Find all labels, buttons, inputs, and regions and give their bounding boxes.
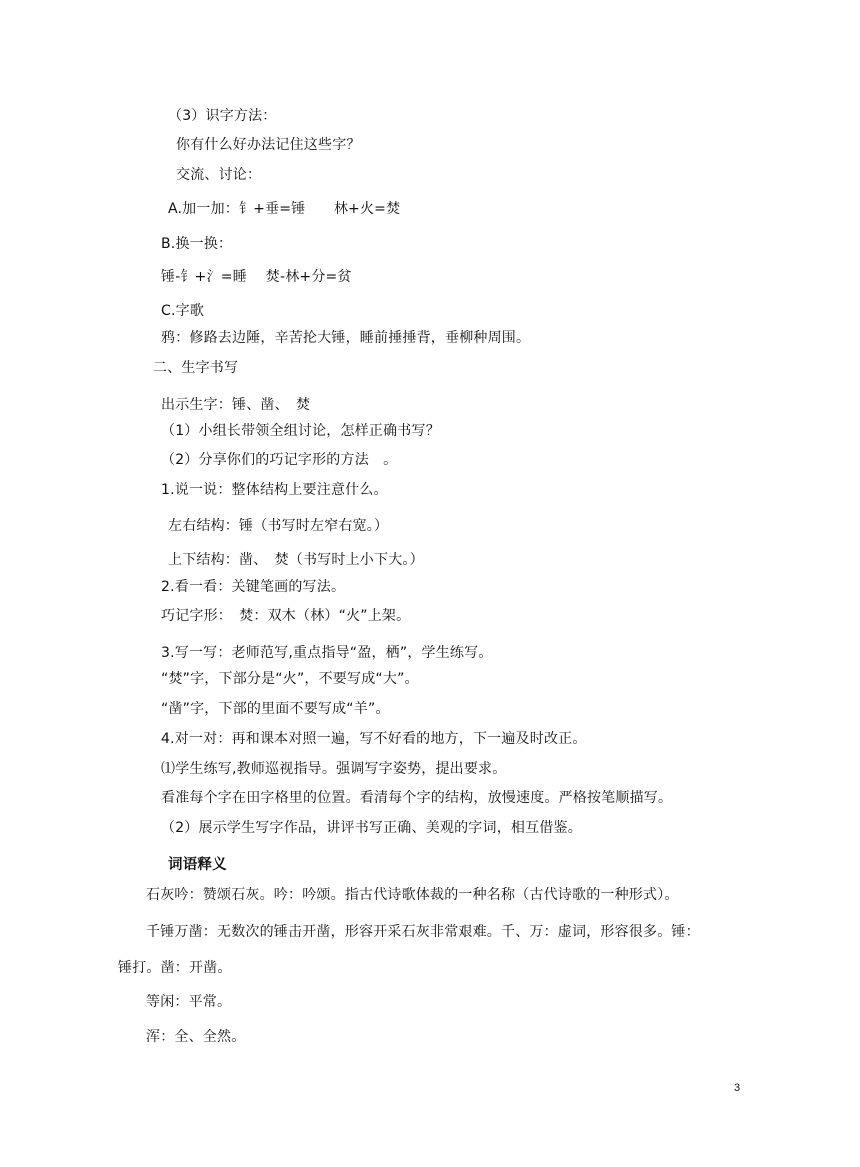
- section-heading-writing: 二、生字书写: [153, 360, 239, 376]
- text-line-2: 你有什么好办法记住这些字？: [176, 137, 361, 153]
- text-line-7: C.字歌: [161, 303, 205, 319]
- text-line-3: 交流、讨论：: [176, 167, 262, 183]
- text-line-15: 上下结构：凿、 焚（书写时上小下大。）: [168, 552, 424, 568]
- text-line-28: 锤打。凿：开凿。: [118, 960, 232, 976]
- page-number: 3: [734, 1082, 741, 1094]
- text-line-23: 看准每个字在田字格里的位置。看清每个字的结构，放慢速度。严格按笔顺描写。: [161, 790, 673, 806]
- text-line-5: B.换一换：: [161, 236, 233, 252]
- section-heading-vocabulary: 词语释义: [168, 857, 227, 873]
- text-line-29: 等闲：平常。: [146, 994, 232, 1010]
- text-line-4: A.加一加：钅+垂=锤 林+火=焚: [168, 201, 401, 217]
- text-line-21: 4.对一对：再和课本对照一遍，写不好看的地方，下一遍及时改正。: [161, 731, 587, 747]
- text-line-12: （2）分享你们的巧记字形的方法 。: [161, 452, 398, 468]
- text-line-13: 1.说一说：整体结构上要注意什么。: [161, 482, 388, 498]
- text-line-10: 出示生字：锤、凿、 焚: [161, 397, 311, 413]
- text-line-22: ⑴学生练写,教师巡视指导。强调写字姿势，提出要求。: [161, 761, 507, 777]
- text-line-24: （2）展示学生写字作品，讲评书写正确、美观的字词，相互借鉴。: [161, 820, 582, 836]
- text-line-6: 锤-钅+氵=睡 焚-林+分=贫: [161, 269, 352, 285]
- text-line-30: 浑：全、全然。: [146, 1029, 246, 1045]
- text-line-18: 3.写一写：老师范写,重点指导“盈，栖”，学生练写。: [161, 645, 493, 661]
- text-line-27: 千锤万凿：无数次的锤击开凿，形容开采石灰非常艰难。千、万：虚词，形容很多。锤：: [146, 924, 700, 940]
- text-line-8: 鸦：修路去边陲，辛苦抡大锤，睡前捶捶背，垂柳种周围。: [161, 330, 531, 346]
- text-line-26: 石灰吟：赞颂石灰。吟：吟颂。指古代诗歌体裁的一种名称（古代诗歌的一种形式）。: [146, 887, 679, 903]
- text-line-16: 2.看一看：关键笔画的写法。: [161, 579, 346, 595]
- text-line-20: “凿”字，下部的里面不要写成“羊”。: [161, 701, 390, 717]
- text-line-14: 左右结构：锤（书写时左窄右宽。）: [168, 518, 389, 534]
- text-line-11: （1）小组长带领全组讨论，怎样正确书写？: [161, 423, 440, 439]
- text-line-1: （3）识字方法：: [168, 108, 277, 124]
- text-line-19: “焚”字，下部分是“火”，不要写成“大”。: [161, 671, 419, 687]
- text-line-17: 巧记字形： 焚：双木（林）“火”上架。: [161, 608, 411, 624]
